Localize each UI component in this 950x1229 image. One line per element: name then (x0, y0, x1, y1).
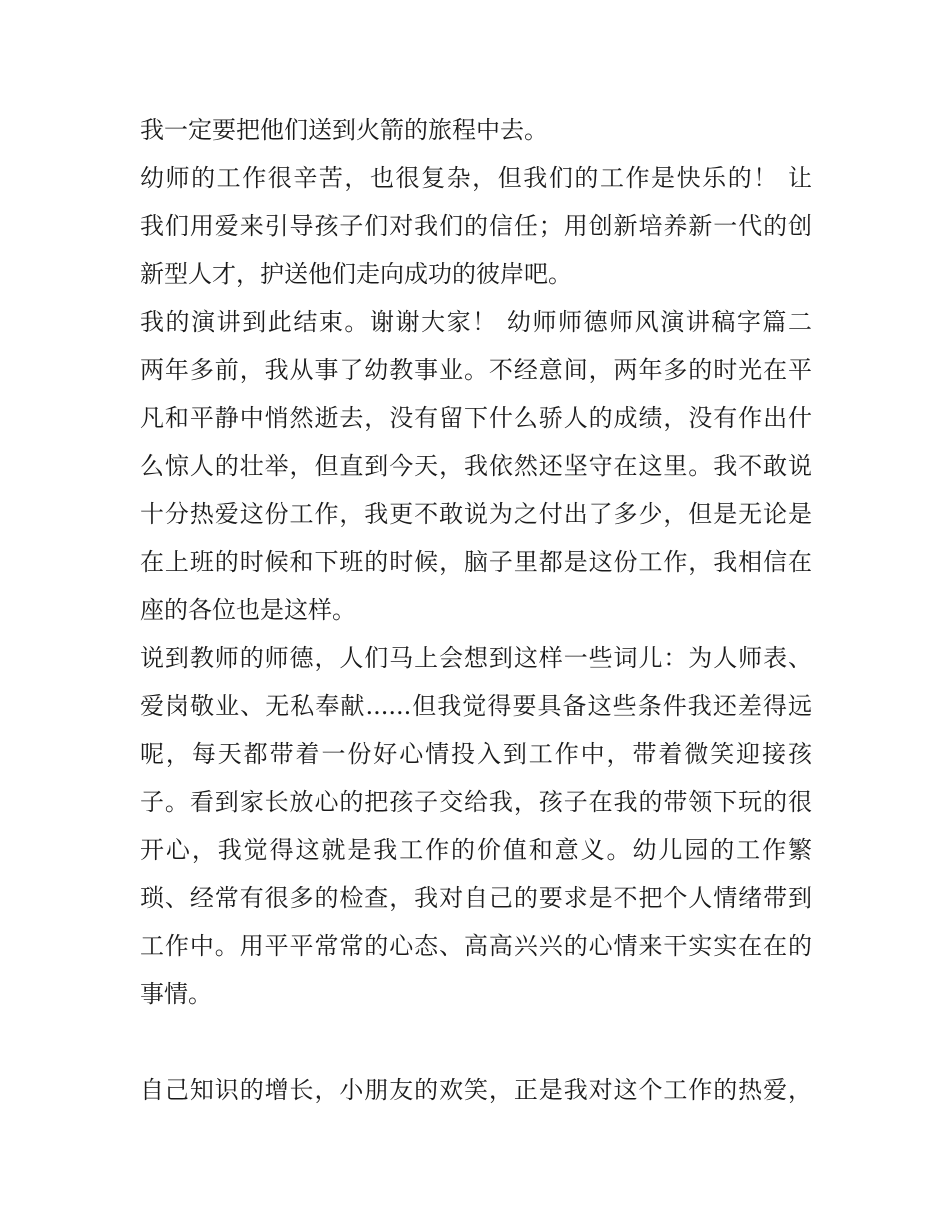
paragraph-2 (140, 154, 812, 298)
text-line: 么惊人的壮举，但直到今天，我依然还坚守在这里。我不敢说 (140, 452, 812, 480)
text-line: 我的演讲到此结束。谢谢大家！ 幼师师德师风演讲稿字篇二 (140, 308, 812, 336)
text-line: 我们用爱来引导孩子们对我们的信任；用创新培养新一代的创 (140, 212, 812, 240)
text-line: 爱岗敬业、无私奉献......但我觉得要具备这些条件我还差得远 (140, 692, 812, 720)
text-line: 我一定要把他们送到火箭的旅程中去。 (140, 116, 548, 144)
paragraph-4 (140, 634, 812, 1018)
paragraph-3 (140, 298, 812, 634)
text-line: 两年多前，我从事了幼教事业。不经意间，两年多的时光在平 (140, 356, 812, 384)
text-line: 凡和平静中悄然逝去，没有留下什么骄人的成绩，没有作出什 (140, 404, 812, 432)
text-line: 新型人才，护送他们走向成功的彼岸吧。 (140, 260, 572, 288)
text-line: 工作中。用平平常常的心态、高高兴兴的心情来干实实在在的 (140, 932, 812, 960)
text-line: 呢，每天都带着一份好心情投入到工作中，带着微笑迎接孩 (140, 740, 812, 768)
text-line: 座的各位也是这样。 (140, 596, 356, 624)
text-line: 子。看到家长放心的把孩子交给我，孩子在我的带领下玩的很 (140, 788, 812, 816)
text-line: 事情。 (140, 980, 212, 1008)
paragraph-5 (140, 1066, 812, 1114)
paragraph-1 (140, 106, 812, 154)
text-line: 开心，我觉得这就是我工作的价值和意义。幼儿园的工作繁 (140, 836, 812, 864)
text-line: 说到教师的师德，人们马上会想到这样一些词儿：为人师表、 (140, 644, 812, 672)
text-line: 在上班的时候和下班的时候，脑子里都是这份工作，我相信在 (140, 548, 812, 576)
text-line: 自己知识的增长，小朋友的欢笑，正是我对这个工作的热爱， (140, 1076, 812, 1104)
text-line: 幼师的工作很辛苦，也很复杂，但我们的工作是快乐的！ 让 (140, 164, 812, 192)
text-line: 十分热爱这份工作，我更不敢说为之付出了多少，但是无论是 (140, 500, 812, 528)
text-line: 琐、经常有很多的检查，我对自己的要求是不把个人情绪带到 (140, 884, 812, 912)
